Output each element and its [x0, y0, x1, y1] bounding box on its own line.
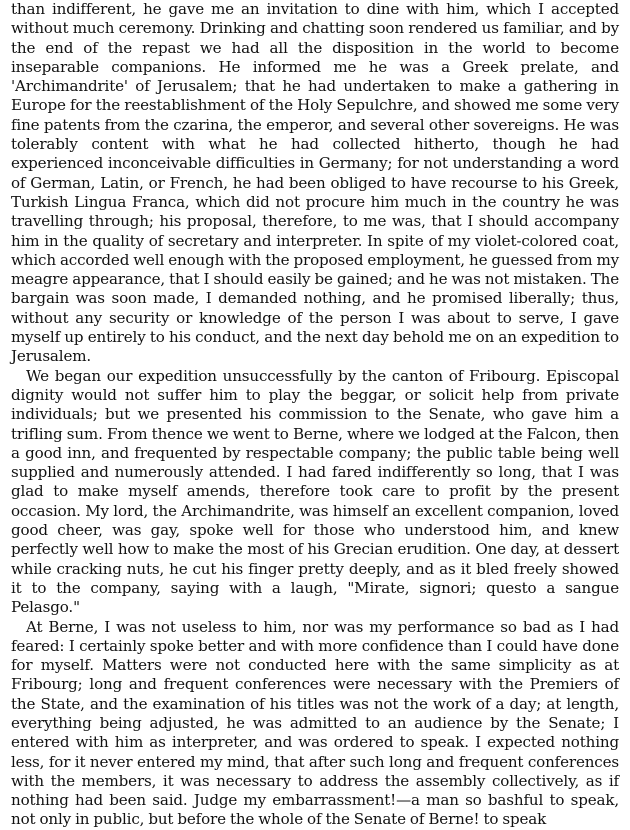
paragraph-1: than indifferent, he gave me an invitation to dine with him, which I accepted without much ceremony. Drinking and chatting soon rendered us familiar, and by the end of the repast we had all the disposition in the world to become inseparable companions. He informed me he was a Greek prelate, and 'Archimandrite' of Jerusalem; that he had undertaken to make a gathering in Europe for the reestablishment of the Holy Sepulchre, and showed me some very fine patents from the czarina, the emperor, and several other sovereigns. He was tolerably content with what he had collected hitherto, though he had experienced inconceivable difficulties in Germany; for not understanding a word of German, Latin, or French, he had been obliged to have recourse to his Greek, Turkish Lingua Franca, which did not procure him much in the country he was travelling through; his proposal, therefore, to me was, that I should accompany him in the quality of secretary and interpreter. In spite of my violet-colored coat, which accorded well enough with the proposed employment, he guessed from my meagre appearance, that I should easily be gained; and he was not mistaken. The bargain was soon made, I demanded nothing, and he promised liberally; thus, without any security or knowledge of the person I was about to serve, I gave myself up entirely to his conduct, and the next day behold me on an expedition to Jerusalem.: [11, 0, 619, 366]
document-page: [11, 0, 619, 830]
paragraph-3: At Berne, I was not useless to him, nor was my performance so bad as I had feared: I certainly spoke better and with more confidence than I could have done for myself. Matters were not conducted here with the same simplicity as at Fribourg; long and frequent conferences were necessary with the Premiers of the State, and the examination of his titles was not the work of a day; at length, everything being adjusted, he was admitted to an audience by the Senate; I entered with him as interpreter, and was ordered to speak. I expected nothing less, for it never entered my mind, that after such long and frequent conferences with the members, it was necessary to address the assembly collectively, as if nothing had been said. Judge my embarrassment!—a man so bashful to speak, not only in public, but before the whole of the Senate of Berne! to speak: [11, 617, 619, 829]
paragraph-2: We began our expedition unsuccessfully by the canton of Fribourg. Episcopal dignity would not suffer him to play the beggar, or solicit help from private individuals; but we presented his commission to the Senate, who gave him a trifling sum. From thence we went to Berne, where we lodged at the Falcon, then a good inn, and frequented by respectable company; the public table being well supplied and numerously attended. I had fared indifferently so long, that I was glad to make myself amends, therefore took care to profit by the present occasion. My lord, the Archimandrite, was himself an excellent companion, loved good cheer, was gay, spoke well for those who understood him, and knew perfectly well how to make the most of his Grecian erudition. One day, at dessert while cracking nuts, he cut his finger pretty deeply, and as it bled freely showed it to the company, saying with a laugh, "Mirate, signori; questo a sangue Pelasgo.": [11, 366, 619, 617]
